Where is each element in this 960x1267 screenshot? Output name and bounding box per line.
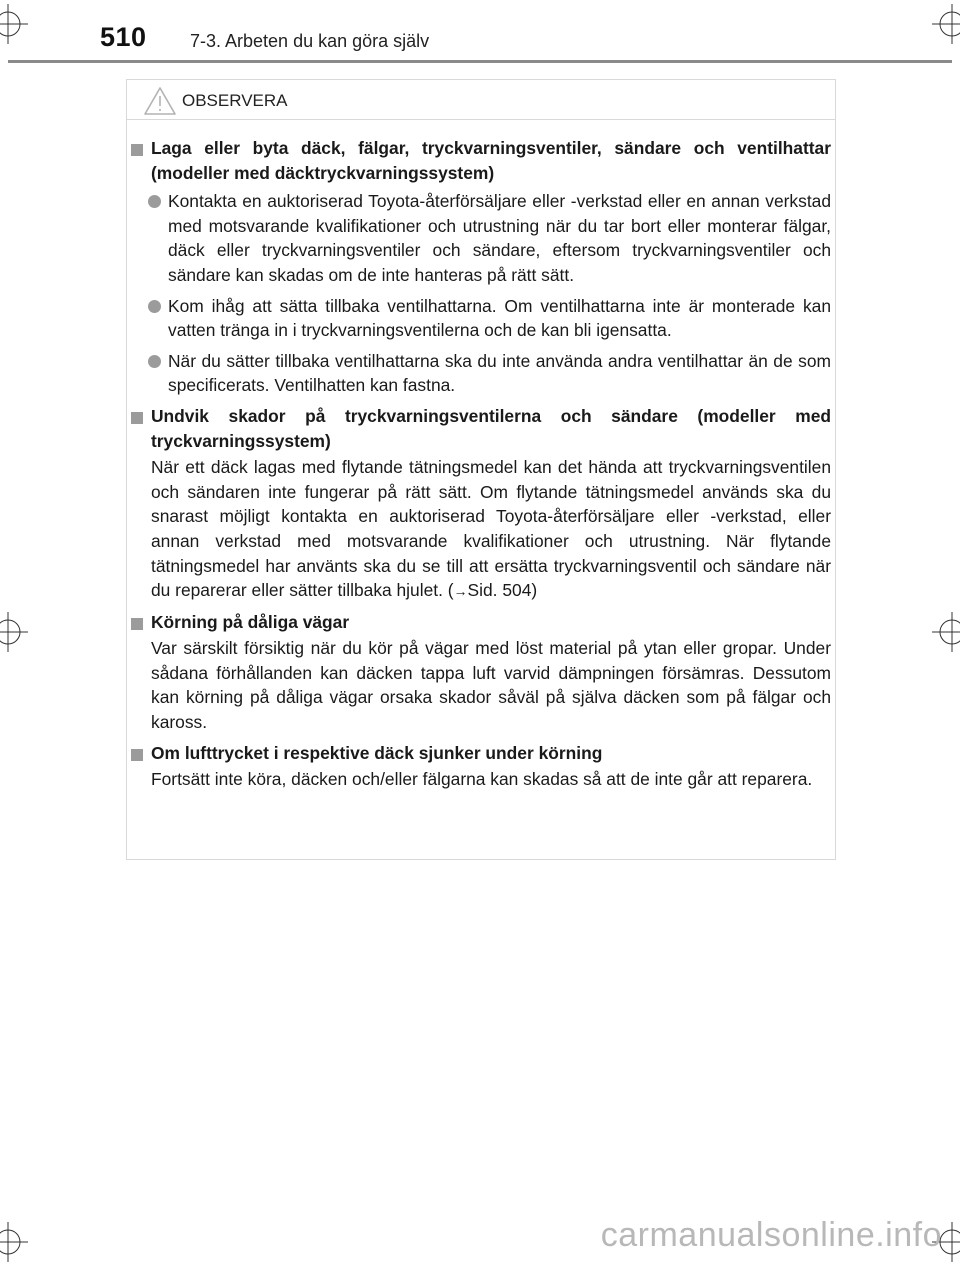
caution-label: OBSERVERA — [182, 91, 288, 110]
square-bullet-icon — [131, 412, 143, 424]
warning-triangle-icon — [143, 86, 177, 116]
section-heading-text: Laga eller byta däck, fälgar, tryckvarningsventiler, sändare och ventilhattar (modeller med däcktryckvarningssystem) — [151, 138, 831, 183]
crop-mark-mid-right-icon — [932, 612, 960, 652]
list-item-text: Kom ihåg att sätta tillbaka ventilhattarna. Om ventilhattarna inte är monterade kan vatten tränga in i tryckvarningsventilerna och de kan bli igensatta. — [168, 295, 831, 341]
section-heading — [131, 136, 831, 185]
page-header — [0, 0, 960, 62]
section-heading-text: Körning på dåliga vägar — [151, 611, 350, 632]
section-heading-text: Undvik skador på tryckvarningsventilerna och sändare (modeller med tryckvarningssystem) — [151, 405, 831, 451]
watermark: carmanualsonline.info — [600, 1216, 942, 1254]
square-bullet-icon — [131, 144, 143, 156]
caution-content — [131, 136, 831, 798]
round-bullet-icon — [148, 300, 161, 313]
arrow-right-icon: → — [453, 583, 468, 600]
caution-header — [127, 80, 835, 120]
caution-section — [131, 404, 831, 604]
caution-section — [131, 610, 831, 735]
caution-box — [126, 79, 836, 860]
list-item — [131, 189, 831, 287]
section-body — [131, 636, 831, 734]
section-heading — [131, 610, 831, 635]
crop-mark-bottom-left-icon — [0, 1222, 28, 1262]
crop-mark-mid-left-icon — [0, 612, 28, 652]
section-heading — [131, 741, 831, 766]
caution-section — [131, 741, 831, 792]
section-body-text: Var särskilt försiktig när du kör på vägar med löst material på ytan eller gropar. Under sådana förhållanden kan däcken tappa luft varvid dämpningen försämras. Dessutom kan körning på dåliga vägar orsaka skador såväl på själva däcken som på fälgar och kaross. — [151, 638, 831, 733]
list-item — [131, 294, 831, 343]
section-title: 7-3. Arbeten du kan göra själv — [190, 31, 430, 51]
list-item-text: Kontakta en auktoriserad Toyota-återförsäljare eller -verkstad eller en annan verkstad med motsvarande kvalifikationer och utrustning när du tar bort eller monterar fälgar, däck eller tryckvarningsventiler och sändare, eftersom tryckvarningsventiler och sändare kan skadas om de inte hanteras på rätt sätt. — [168, 191, 831, 285]
section-body-text: När ett däck lagas med flytande tätningsmedel kan det hända att tryckvarningsventilen och sändaren inte fungerar på rätt sätt. Om flytande tätningsmedel används ska du snarast möjligt kontakta en auktoriserad Toyota-återförsäljare eller -verkstad, eller annan verkstad med motsvarande kvalifikationer och utrustning. När flytande tätningsmedel har använts ska du se till att ersätta tryckvarningsventil och sändare när du reparerar eller sätter tillbaka hjulet. ( — [151, 457, 831, 601]
page-number: 510 — [100, 22, 147, 52]
section-body — [131, 767, 831, 792]
square-bullet-icon — [131, 618, 143, 630]
square-bullet-icon — [131, 749, 143, 761]
list-item — [131, 349, 831, 398]
header-divider — [8, 60, 952, 63]
round-bullet-icon — [148, 355, 161, 368]
section-body-text: Fortsätt inte köra, däcken och/eller fälgarna kan skadas så att de inte går att reparera. — [151, 769, 813, 790]
section-heading — [131, 404, 831, 453]
list-item-text: När du sätter tillbaka ventilhattarna ska du inte använda andra ventilhattar än de som specificerats. Ventilhatten kan fastna. — [168, 350, 831, 396]
caution-section — [131, 136, 831, 398]
section-heading-text: Om lufttrycket i respektive däck sjunker under körning — [151, 742, 603, 763]
round-bullet-icon — [148, 195, 161, 208]
section-body — [131, 455, 831, 604]
page-reference-link[interactable]: Sid. 504) — [467, 580, 538, 601]
